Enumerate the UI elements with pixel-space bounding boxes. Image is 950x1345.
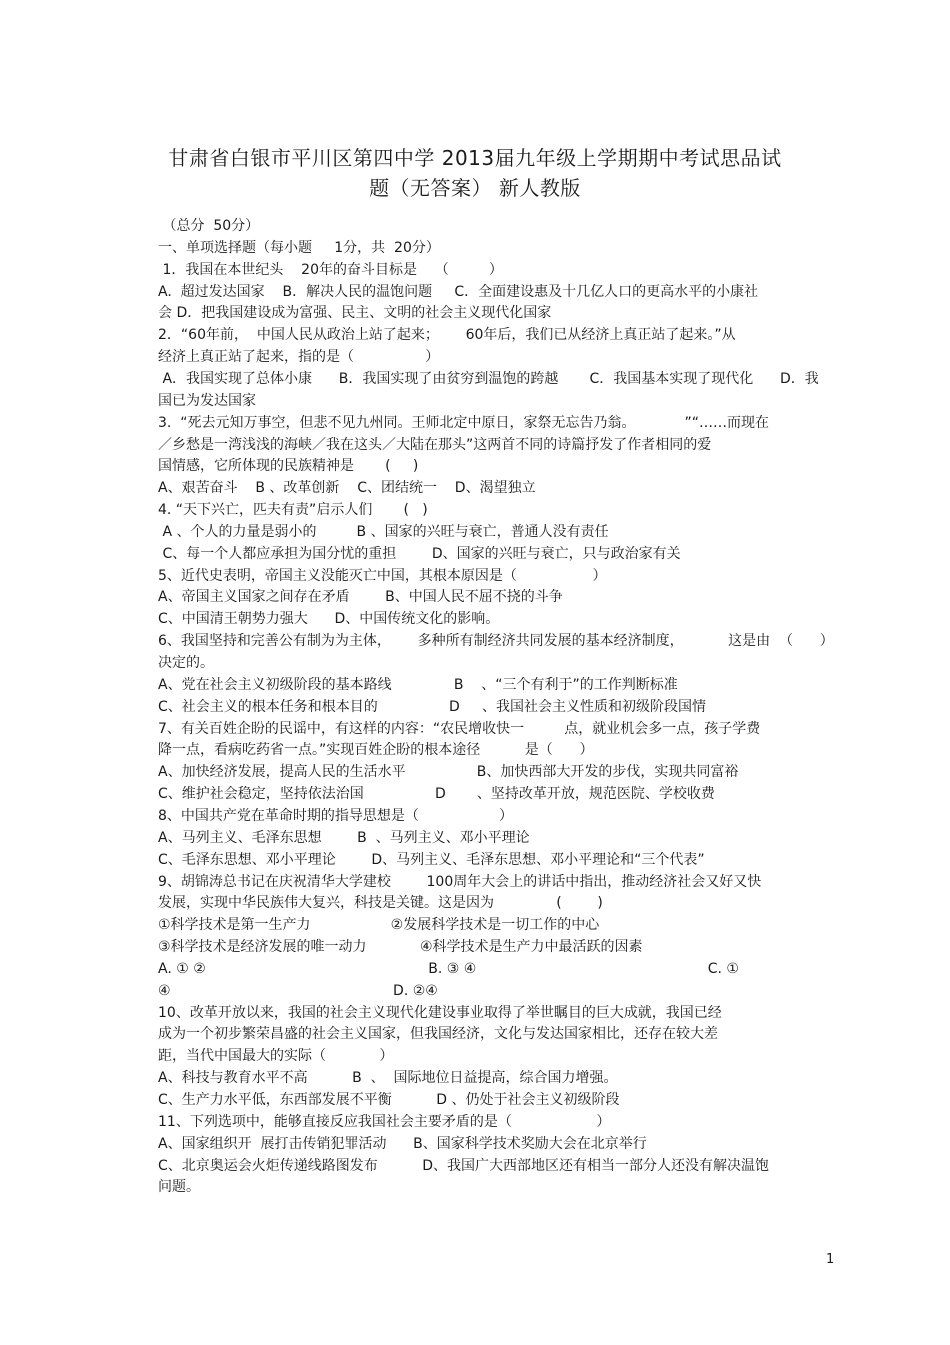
text-line: C、毛泽东思想、邓小平理论 D、马列主义、毛泽东思想、邓小平理论和“三个代表”	[158, 852, 705, 868]
text-line: C、维护社会稳定，坚持依法治国 D 、坚持改革开放，规范医院、学校收费	[158, 786, 715, 802]
text-line: 发展，实现中华民族伟大复兴，科技是关键。这是因为 ( )	[158, 895, 603, 911]
text-line: ／乡愁是一湾浅浅的海峡／我在这头／大陆在那头”这两首不同的诗篇抒发了作者相同的爱	[158, 437, 712, 453]
text-line: 国已为发达国家	[158, 393, 256, 409]
text-line: 经济上真正站了起来，指的是（ ）	[158, 349, 440, 365]
text-line: 决定的。	[158, 655, 214, 671]
text-line: A、加快经济发展，提高人民的生活水平 B、加快西部大开发的步伐，实现共同富裕	[158, 764, 739, 780]
text-line: C、每一个人都应承担为国分忧的重担 D、国家的兴旺与衰亡，只与政治家有关	[158, 546, 681, 562]
text-line: 11、下列选项中，能够直接反应我国社会主要矛盾的是（ ）	[158, 1114, 611, 1130]
text-line: 9、胡锦涛总书记在庆祝清华大学建校 100周年大会上的讲话中指出，推动经济社会又好又快	[158, 874, 762, 890]
text-line: 2．“60年前， 中国人民从政治上站了起来； 60年后，我们已从经济上真正站了起来。”从	[158, 327, 736, 343]
text-line: ①科学技术是第一生产力 ②发展科学技术是一切工作的中心	[158, 917, 600, 933]
text-line: 7、有关百姓企盼的民谣中，有这样的内容：“农民增收快一 点，就业机会多一点，孩子学费	[158, 721, 761, 737]
text-line: 成为一个初步繁荣昌盛的社会主义国家，但我国经济，文化与发达国家相比，还存在较大差	[158, 1026, 718, 1042]
text-line: 10、改革开放以来，我国的社会主义现代化建设事业取得了举世瞩目的巨大成就，我国已经	[158, 1005, 722, 1021]
text-line: 国情感，它所体现的民族精神是 ( )	[158, 458, 419, 474]
text-line: ④ D. ②④	[158, 983, 438, 999]
text-line: C、社会主义的根本任务和根本目的 D 、我国社会主义性质和初级阶段国情	[158, 699, 707, 715]
text-line: A、国家组织开 展打击传销犯罪活动 B、国家科学技术奖励大会在北京举行	[158, 1136, 647, 1152]
text-line: A、马列主义、毛泽东思想 B 、马列主义、邓小平理论	[158, 830, 530, 846]
text-line: A、艰苦奋斗 B 、改革创新 C、团结统一 D、渴望独立	[158, 480, 536, 496]
text-line: 6、我国坚持和完善公有制为为主体， 多种所有制经济共同发展的基本经济制度， 这是由 （ ）	[158, 633, 834, 649]
page-number: 1	[826, 1252, 835, 1267]
text-line: 5、近代史表明，帝国主义没能灭亡中国，其根本原因是（ ）	[158, 568, 607, 584]
text-line: 1．我国在本世纪头 20年的奋斗目标是 （ ）	[158, 262, 503, 278]
text-line: 8、中国共产党在革命时期的指导思想是（ ）	[158, 808, 514, 824]
text-line: A 、个人的力量是弱小的 B 、国家的兴旺与衰亡，普通人没有责任	[158, 524, 609, 540]
text-line: 一、单项选择题（每小题 1分，共 20分）	[158, 240, 440, 256]
text-line: C、中国清王朝势力强大 D、中国传统文化的影响。	[158, 611, 500, 627]
text-line: C、北京奥运会火炬传递线路图发布 D、我国广大西部地区还有相当一部分人还没有解决温饱	[158, 1158, 770, 1174]
text-line: A. 超过发达国家 B．解决人民的温饱问题 C．全面建设惠及十几亿人口的更高水平的小康社	[158, 284, 759, 300]
text-line: A、帝国主义国家之间存在矛盾 B、中国人民不屈不挠的斗争	[158, 589, 563, 605]
text-line: 问题。	[158, 1179, 200, 1195]
text-line: 会 D．把我国建设成为富强、民主、文明的社会主义现代化国家	[158, 305, 552, 321]
document-title-line-1: 甘肃省白银市平川区第四中学 2013届九年级上学期期中考试思品试	[168, 146, 782, 170]
text-line: A．我国实现了总体小康 B．我国实现了由贫穷到温饱的跨越 C．我国基本实现了现代化 D．我	[158, 371, 819, 387]
document-title-line-2: 题（无答案） 新人教版	[369, 176, 581, 200]
text-line: 降一点，看病吃药省一点。”实现百姓企盼的根本途径 是（ ）	[158, 742, 594, 758]
text-line: 距，当代中国最大的实际（ ）	[158, 1048, 394, 1064]
text-line: （总分 50分）	[158, 218, 260, 234]
text-line: ③科学技术是经济发展的唯一动力 ④科学技术是生产力中最活跃的因素	[158, 939, 643, 955]
text-line: A、科技与教育水平不高 B 、 国际地位日益提高，综合国力增强。	[158, 1070, 618, 1086]
text-line: C、生产力水平低，东西部发展不平衡 D 、仍处于社会主义初级阶段	[158, 1092, 620, 1108]
text-line: 4. “天下兴亡，匹夫有责”启示人们 ( )	[158, 502, 428, 518]
text-line: 3. “死去元知万事空，但悲不见九州同。王师北定中原日，家祭无忘告乃翁。 ”“……而现在	[158, 415, 769, 431]
text-line: A、党在社会主义初级阶段的基本路线 B 、“三个有利于”的工作判断标准	[158, 677, 678, 693]
text-line: A. ① ② B. ③ ④ C. ①	[158, 961, 739, 977]
